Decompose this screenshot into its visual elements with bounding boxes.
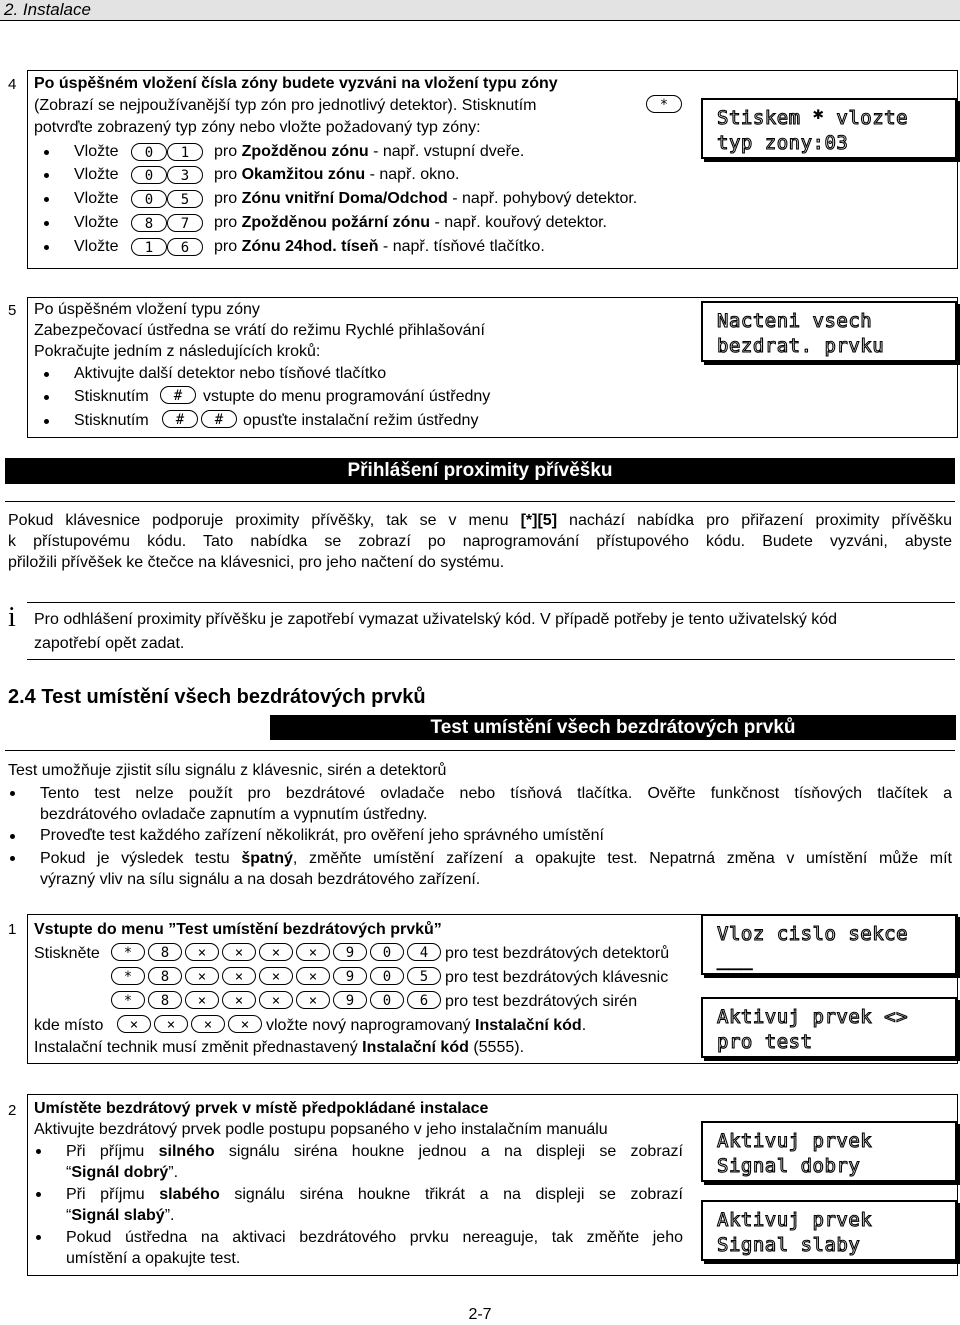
text: Při příjmu bbox=[66, 1186, 160, 1203]
keypad-key-icon: 9 bbox=[333, 991, 367, 1009]
lcd-line: Stiskem * vlozte bbox=[717, 107, 909, 129]
keypad-key-icon: × bbox=[296, 991, 330, 1009]
keypad-key-icon: 5 bbox=[407, 967, 441, 985]
hash-key-icon: # bbox=[201, 410, 237, 428]
step-title: Po úspěšném vložení typu zóny bbox=[34, 301, 260, 318]
option-prefix: Vložte bbox=[74, 214, 119, 231]
lcd-line: Aktivuj prvek <> bbox=[717, 1006, 909, 1028]
keypad-key-icon: × bbox=[154, 1015, 188, 1033]
text: Pokud je výsledek testu bbox=[40, 850, 242, 867]
bullet-text: opusťte instalační režim ústředny bbox=[243, 412, 479, 429]
key-1-icon: 1 bbox=[167, 143, 203, 161]
bullet-paragraph bbox=[66, 1227, 683, 1269]
lcd-display bbox=[701, 98, 957, 159]
divider bbox=[27, 659, 955, 660]
keypad-key-icon: 8 bbox=[148, 967, 182, 985]
bullet-paragraph bbox=[66, 1184, 683, 1226]
keypad-key-icon: 8 bbox=[148, 943, 182, 961]
keypad-key-icon: × bbox=[222, 991, 256, 1009]
bullet-paragraph bbox=[40, 848, 952, 890]
text: k přístupovému kódu. Tato nabídka se zobrazí po naprogramování přístupového kódu. Budete vyzváni, abyste bbox=[8, 533, 952, 550]
keypad-key-icon: × bbox=[222, 967, 256, 985]
key-0-icon: 0 bbox=[131, 143, 167, 161]
keypad-key-icon: 0 bbox=[370, 943, 404, 961]
lcd-display bbox=[701, 997, 957, 1058]
bullet-prefix: Stisknutím bbox=[74, 388, 149, 405]
hash-key-icon: # bbox=[162, 410, 198, 428]
option-pro: pro bbox=[214, 166, 238, 183]
keypad-key-icon: × bbox=[185, 967, 219, 985]
bullet-paragraph bbox=[66, 1141, 683, 1183]
keypad-key-icon: × bbox=[228, 1015, 262, 1033]
lcd-line: pro test bbox=[717, 1031, 813, 1053]
bullet-paragraph bbox=[40, 783, 952, 825]
key-sequence bbox=[111, 943, 444, 961]
text: slabého bbox=[159, 1186, 220, 1203]
option-prefix: Vložte bbox=[74, 143, 119, 160]
text: Signál dobrý bbox=[71, 1164, 169, 1181]
star-key-icon: * bbox=[646, 95, 682, 113]
bullet-prefix: Stisknutím bbox=[74, 412, 149, 429]
note-text: zapotřebí opět zadat. bbox=[34, 635, 185, 652]
keypad-key-icon: × bbox=[259, 967, 293, 985]
key-6-icon: 6 bbox=[167, 238, 203, 256]
zone-type: Okamžitou zónu bbox=[241, 166, 366, 183]
text: , změňte umístění zařízení a opakujte test. Nepatrná změna v umístění může mít bbox=[292, 850, 953, 867]
bullet-text: výrazný vliv na sílu signálu a na dosah bezdrátového zařízení. bbox=[40, 871, 481, 888]
key-7-icon: 7 bbox=[167, 214, 203, 232]
text: Pokud klávesnice podporuje proximity přívěšky, tak se v menu bbox=[8, 512, 521, 529]
bullet-text: vstupte do menu programování ústředny bbox=[203, 388, 491, 405]
keypad-key-icon: × bbox=[222, 943, 256, 961]
zone-example: - např. pohybový detektor. bbox=[447, 190, 638, 207]
note-text: Pro odhlášení proximity přívěšku je zapotřebí vymazat uživatelský kód. V případě potřeby je tento uživatelský kód bbox=[34, 611, 838, 628]
key-0-icon: 0 bbox=[131, 166, 167, 184]
info-icon: i bbox=[8, 602, 16, 633]
option-pro: pro bbox=[214, 238, 238, 255]
row-text: pro test bezdrátových klávesnic bbox=[445, 969, 669, 986]
keypad-key-icon: × bbox=[185, 943, 219, 961]
text: vložte nový naprogramovaný bbox=[266, 1017, 475, 1034]
bullet-text: Tento test nelze použít pro bezdrátové ovladače nebo tísňová tlačítka. Ověřte funkčnost tísňových tlačítek a bbox=[40, 785, 952, 802]
intro-text: Test umožňuje zjistit sílu signálu z klávesnic, sirén a detektorů bbox=[8, 762, 447, 779]
keypad-key-icon: × bbox=[117, 1015, 151, 1033]
text: ”. bbox=[168, 1164, 179, 1181]
zone-type: Zpožděnou požární zónu bbox=[241, 214, 430, 231]
keypad-key-icon: 9 bbox=[333, 967, 367, 985]
option-pro: pro bbox=[214, 143, 238, 160]
key-3-icon: 3 bbox=[167, 166, 203, 184]
lcd-line: Signal dobry bbox=[717, 1155, 861, 1177]
step-text: Pokračujte jedním z následujících kroků: bbox=[34, 343, 321, 360]
lcd-line: Signal slaby bbox=[717, 1234, 861, 1256]
lcd-display bbox=[701, 1121, 957, 1182]
lcd-line: Aktivuj prvek bbox=[717, 1130, 873, 1152]
text: Instalační kód bbox=[362, 1039, 469, 1056]
bullet-text: bezdrátového ovladače zapnutím a vypnutím ústředny. bbox=[40, 806, 428, 823]
keypad-key-icon: 4 bbox=[407, 943, 441, 961]
step-number: 4 bbox=[8, 76, 17, 93]
text: (5555). bbox=[468, 1039, 525, 1056]
keypad-key-icon: * bbox=[111, 967, 145, 985]
section-banner: Přihlášení proximity přívěšku bbox=[5, 458, 955, 484]
zone-example: - např. tísňové tlačítko. bbox=[378, 238, 545, 255]
hash-key-icon: # bbox=[160, 386, 196, 404]
row-text: pro test bezdrátových sirén bbox=[445, 993, 638, 1010]
keypad-key-icon: * bbox=[111, 943, 145, 961]
divider bbox=[5, 501, 955, 502]
zone-type: Zpožděnou zónu bbox=[241, 143, 369, 160]
text: “ bbox=[66, 1207, 72, 1224]
text: umístění a opakujte test. bbox=[66, 1250, 241, 1267]
option-prefix: Vložte bbox=[74, 166, 119, 183]
divider bbox=[5, 750, 955, 751]
lcd-display bbox=[701, 1200, 957, 1261]
text: špatný bbox=[241, 850, 293, 867]
option-pro: pro bbox=[214, 214, 238, 231]
lcd-line: Nacteni vsech bbox=[717, 310, 873, 332]
keypad-key-icon: × bbox=[296, 967, 330, 985]
page-number: 2-7 bbox=[468, 1306, 492, 1323]
zone-example: - např. okno. bbox=[365, 166, 460, 183]
header-bar bbox=[0, 0, 960, 21]
text: signálu siréna houkne třikrát a na displeji se zobrazí bbox=[219, 1186, 683, 1203]
x-key-sequence bbox=[117, 1015, 265, 1033]
keypad-key-icon: 0 bbox=[370, 967, 404, 985]
text: . bbox=[581, 1017, 587, 1034]
keypad-key-icon: × bbox=[259, 991, 293, 1009]
text: Signál slabý bbox=[71, 1207, 165, 1224]
lcd-line: bezdrat. prvku bbox=[717, 335, 885, 357]
keypad-key-icon: 6 bbox=[407, 991, 441, 1009]
step-text: potvrďte zobrazený typ zóny nebo vložte požadovaný typ zóny: bbox=[34, 119, 481, 136]
row-text: pro test bezdrátových detektorů bbox=[445, 945, 670, 962]
key-0-icon: 0 bbox=[131, 190, 167, 208]
key-sequence bbox=[111, 967, 444, 985]
lcd-line: Aktivuj prvek bbox=[717, 1209, 873, 1231]
text: ”. bbox=[164, 1207, 175, 1224]
step-text: Aktivujte bezdrátový prvek podle postupu popsaného v jeho instalačním manuálu bbox=[34, 1121, 608, 1138]
divider bbox=[27, 602, 955, 603]
zone-type: Zónu vnitřní Doma/Odchod bbox=[241, 190, 448, 207]
key-5-icon: 5 bbox=[167, 190, 203, 208]
section-title: 2.4 Test umístění všech bezdrátových prvků bbox=[8, 686, 426, 708]
key-sequence bbox=[111, 991, 444, 1009]
lcd-display bbox=[701, 301, 957, 362]
text: “ bbox=[66, 1164, 72, 1181]
keypad-key-icon: × bbox=[296, 943, 330, 961]
key-1-icon: 1 bbox=[131, 238, 167, 256]
text: silného bbox=[158, 1143, 215, 1160]
lcd-line: typ zony:03 bbox=[717, 132, 849, 154]
option-prefix: Vložte bbox=[74, 190, 119, 207]
lcd-line: ___ bbox=[717, 948, 753, 970]
step-text: (Zobrazí se nejpoužívanější typ zón pro jednotlivý detektor). Stisknutím bbox=[34, 97, 537, 114]
text: přiložili přívěšek ke čtečce na klávesnici, pro jeho načtení do systému. bbox=[8, 554, 505, 571]
lcd-line: Vloz cislo sekce bbox=[717, 923, 909, 945]
lcd-display bbox=[701, 914, 957, 975]
step-number: 2 bbox=[8, 1102, 17, 1119]
section-banner: Test umístění všech bezdrátových prvků bbox=[270, 715, 956, 740]
keypad-key-icon: × bbox=[185, 991, 219, 1009]
keypad-key-icon: * bbox=[111, 991, 145, 1009]
text: Instalační kód bbox=[475, 1017, 582, 1034]
bullet-text: Proveďte test každého zařízení několikrát, pro ověření jeho správného umístění bbox=[40, 827, 604, 844]
step-text: kde místo bbox=[34, 1017, 104, 1034]
step-number: 1 bbox=[8, 921, 17, 938]
menu-path: [*][5] bbox=[520, 512, 558, 529]
text: signálu siréna houkne jednou a na displeji se zobrazí bbox=[214, 1143, 683, 1160]
step-text: Stiskněte bbox=[34, 945, 100, 962]
zone-example: - např. vstupní dveře. bbox=[368, 143, 525, 160]
text: Instalační technik musí změnit přednastavený bbox=[34, 1039, 363, 1056]
keypad-key-icon: 8 bbox=[148, 991, 182, 1009]
text: Pokud ústředna na aktivaci bezdrátového prvku nereaguje, tak změňte jeho bbox=[66, 1229, 683, 1246]
step-text: Zabezpečovací ústředna se vrátí do režimu Rychlé přihlašování bbox=[34, 322, 485, 339]
step-number: 5 bbox=[8, 302, 17, 319]
keypad-key-icon: × bbox=[259, 943, 293, 961]
option-prefix: Vložte bbox=[74, 238, 119, 255]
step-title: Umístěte bezdrátový prvek v místě předpokládané instalace bbox=[34, 1100, 489, 1117]
proximity-paragraph bbox=[8, 510, 952, 573]
keypad-key-icon: 9 bbox=[333, 943, 367, 961]
text: Při příjmu bbox=[66, 1143, 159, 1160]
text: nachází nabídka pro přiřazení proximity přívěšku bbox=[557, 512, 952, 529]
chapter-title: 2. Instalace bbox=[4, 0, 91, 19]
keypad-key-icon: 0 bbox=[370, 991, 404, 1009]
zone-example: - např. kouřový detektor. bbox=[430, 214, 607, 231]
keypad-key-icon: × bbox=[191, 1015, 225, 1033]
option-pro: pro bbox=[214, 190, 238, 207]
step-title: Vstupte do menu ”Test umístění bezdrátových prvků” bbox=[34, 921, 442, 938]
bullet-text: Aktivujte další detektor nebo tísňové tlačítko bbox=[74, 365, 387, 382]
key-8-icon: 8 bbox=[131, 214, 167, 232]
zone-type: Zónu 24hod. tíseň bbox=[241, 238, 379, 255]
step-title: Po úspěšném vložení čísla zóny budete vyzváni na vložení typu zóny bbox=[34, 75, 558, 92]
